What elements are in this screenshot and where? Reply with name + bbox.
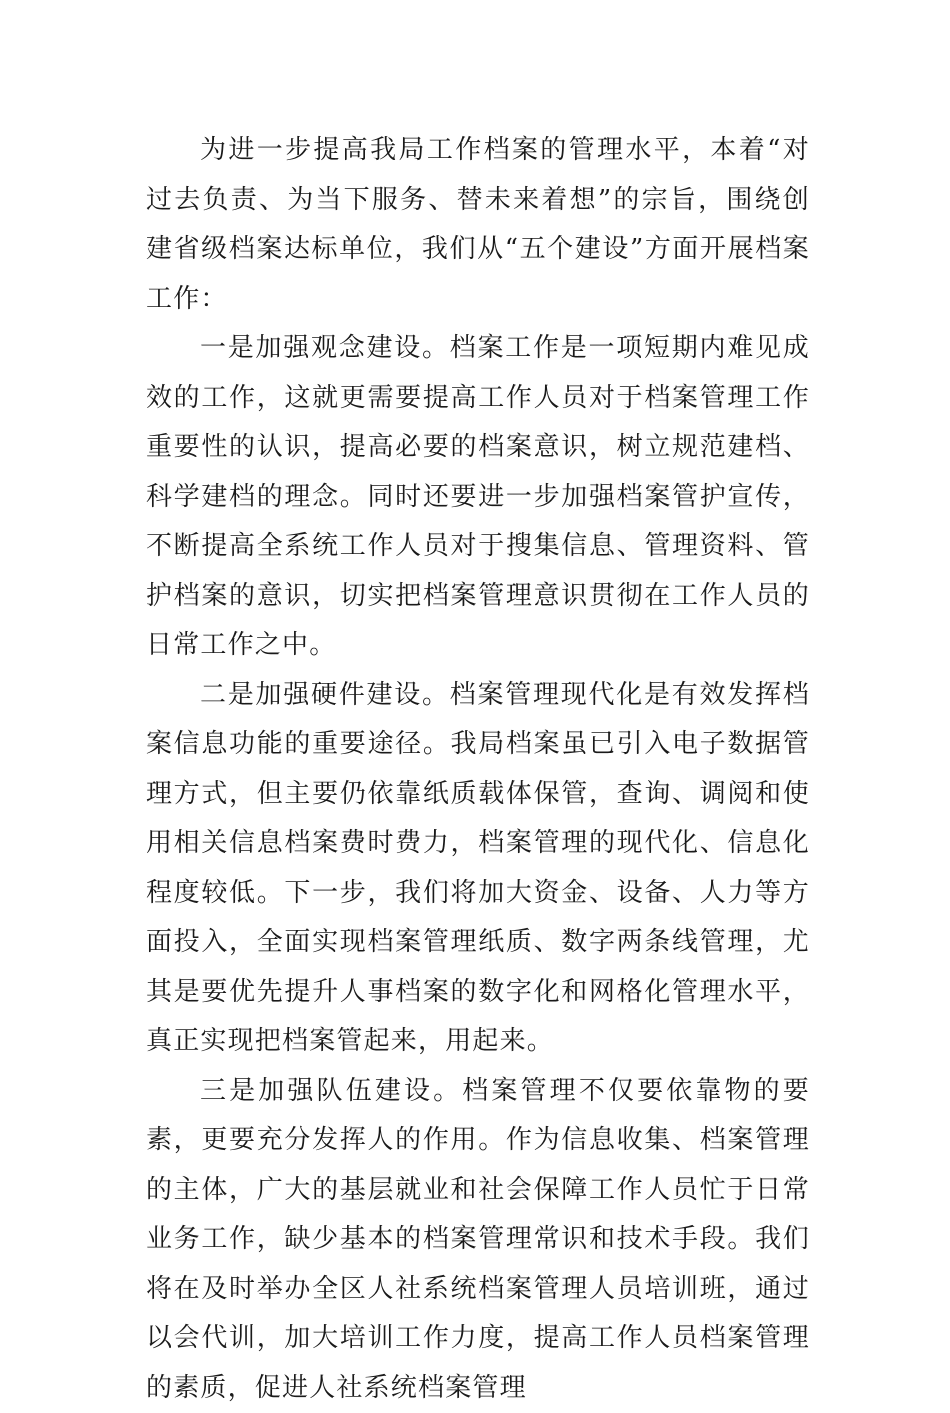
paragraph-team-building: 三是加强队伍建设。档案管理不仅要依靠物的要素，更要充分发挥人的作用。作为信息收集、档案管理的主体，广大的基层就业和社会保障工作人员忙于日常业务工作，缺少基本的档案管理常识和技术手段。我们将在及时举办全区人社系统档案管理人员培训班，通过以会代训，加大培训工作力度，提高工作人员档案管理的素质，促进人社系统档案管理: [146, 1067, 810, 1413]
intro-paragraph: 为进一步提高我局工作档案的管理水平，本着“对过去负责、为当下服务、替未来着想”的宗旨，围绕创建省级档案达标单位，我们从“五个建设”方面开展档案工作：: [146, 126, 810, 324]
paragraph-hardware-building: 二是加强硬件建设。档案管理现代化是有效发挥档案信息功能的重要途径。我局档案虽已引入电子数据管理方式，但主要仍依靠纸质载体保管，查询、调阅和使用相关信息档案费时费力，档案管理的现代化、信息化程度较低。下一步，我们将加大资金、设备、人力等方面投入，全面实现档案管理纸质、数字两条线管理，尤其是要优先提升人事档案的数字化和网格化管理水平，真正实现把档案管起来，用起来。: [146, 671, 810, 1067]
document-page: [146, 126, 810, 1413]
paragraph-concept-building: 一是加强观念建设。档案工作是一项短期内难见成效的工作，这就更需要提高工作人员对于档案管理工作重要性的认识，提高必要的档案意识，树立规范建档、科学建档的理念。同时还要进一步加强档案管护宣传，不断提高全系统工作人员对于搜集信息、管理资料、管护档案的意识，切实把档案管理意识贯彻在工作人员的日常工作之中。: [146, 324, 810, 671]
